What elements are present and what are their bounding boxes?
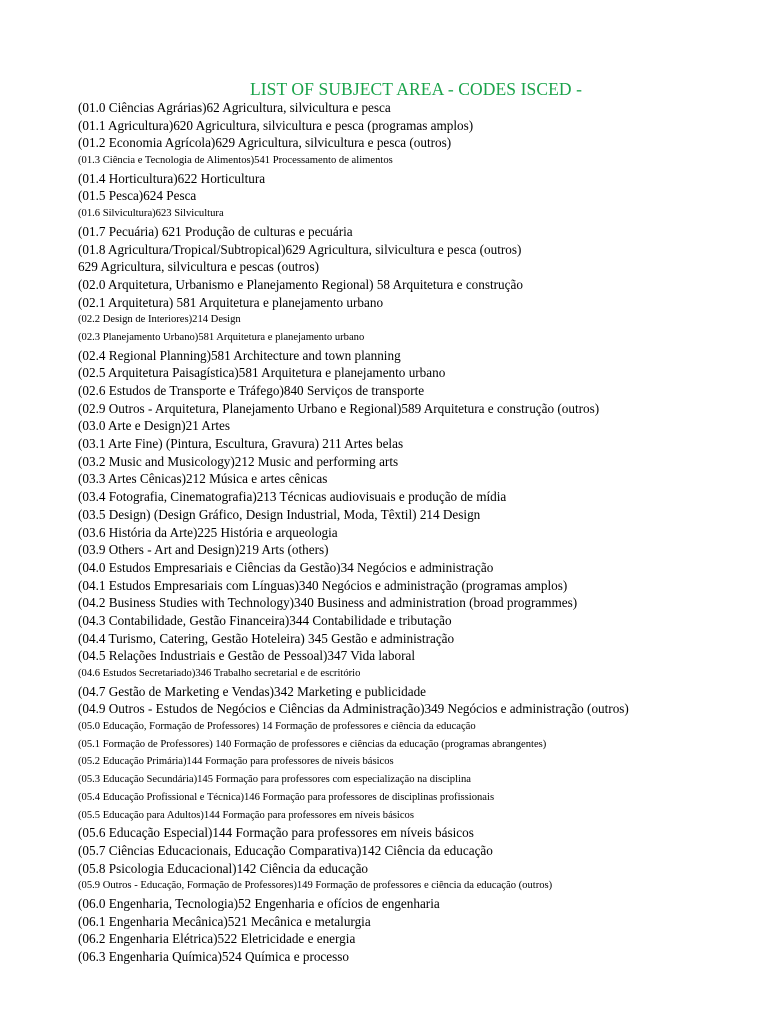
subject-area-entry: (02.9 Outros - Arquitetura, Planejamento Urbano e Regional)589 Arquitetura e construção (outros) [78,400,600,416]
subject-area-entry: (04.2 Business Studies with Technology)340 Business and administration (broad programmes) [78,595,578,611]
subject-area-entry: (03.9 Others - Art and Design)219 Arts (others) [78,542,329,558]
subject-area-entry: (03.2 Music and Musicology)212 Music and performing arts [78,453,399,469]
subject-area-entry: (04.1 Estudos Empresariais com Línguas)340 Negócios e administração (programas amplos) [78,577,568,593]
subject-area-entry: (06.0 Engenharia, Tecnologia)52 Engenharia e ofícios de engenharia [78,895,440,911]
document-title-text: LIST OF SUBJECT AREA - CODES ISCED - [249,79,583,99]
subject-area-entry: (04.3 Contabilidade, Gestão Financeira)344 Contabilidade e tributação [78,612,452,628]
subject-area-entry: (05.1 Formação de Professores) 140 Formação de professores e ciências da educação (programas abrangentes) [78,738,547,750]
subject-area-entry: (01.4 Horticultura)622 Horticultura [78,170,266,186]
subject-area-entry: (06.2 Engenharia Elétrica)522 Eletricidade e energia [78,931,356,947]
document-title [0,78,768,100]
subject-area-entry: (03.5 Design) (Design Gráfico, Design Industrial, Moda, Têxtil) 214 Design [78,506,481,522]
subject-area-entry: (04.6 Estudos Secretariado)346 Trabalho secretarial e de escritório [78,668,361,679]
subject-area-entry: (01.6 Silvicultura)623 Silvicultura [78,208,224,220]
subject-area-entry: (06.1 Engenharia Mecânica)521 Mecânica e metalurgia [78,913,371,929]
subject-area-entry: (02.5 Arquitetura Paisagística)581 Arquitetura e planejamento urbano [78,365,446,381]
subject-area-entry: (06.3 Engenharia Química)524 Química e processo [78,949,349,964]
subject-area-entry: (01.0 Ciências Agrárias)62 Agricultura, silvicultura e pesca [78,100,391,115]
subject-area-entry: (01.8 Agricultura/Tropical/Subtropical)629 Agricultura, silvicultura e pesca (outros) [78,241,522,257]
subject-area-entry: (01.7 Pecuária) 621 Produção de culturas e pecuária [78,223,353,239]
subject-area-entry: (02.2 Design de Interiores)214 Design [78,314,241,326]
subject-area-entry: (02.3 Planejamento Urbano)581 Arquitetura e planejamento urbano [78,331,365,343]
subject-area-entry: (04.4 Turismo, Catering, Gestão Hoteleira) 345 Gestão e administração [78,630,455,646]
subject-area-entry: (01.1 Agricultura)620 Agricultura, silvicultura e pesca (programas amplos) [78,117,474,133]
subject-area-entry: (02.1 Arquitetura) 581 Arquitetura e planejamento urbano [78,294,384,310]
subject-area-entry: (03.4 Fotografia, Cinematografia)213 Técnicas audiovisuais e produção de mídia [78,489,507,505]
subject-area-entry: (05.5 Educação para Adultos)144 Formação para professores em níveis básicos [78,809,414,821]
subject-area-entry: (02.0 Arquitetura, Urbanismo e Planejamento Regional) 58 Arquitetura e construção [78,276,523,292]
subject-area-entry: (03.6 História da Arte)225 História e arqueologia [78,524,338,540]
subject-area-entry: (05.6 Educação Especial)144 Formação para professores em níveis básicos [78,825,474,841]
subject-area-entry: (04.0 Estudos Empresariais e Ciências da Gestão)34 Negócios e administração [78,559,494,575]
subject-area-entry: (01.3 Ciência e Tecnologia de Alimentos)541 Processamento de alimentos [78,155,393,167]
subject-area-entry: (01.2 Economia Agrícola)629 Agricultura, silvicultura e pesca (outros) [78,135,452,151]
subject-area-entry: (05.0 Educação, Formação de Professores) 14 Formação de professores e ciência da educação [78,721,476,733]
subject-area-entry: (05.8 Psicologia Educacional)142 Ciência da educação [78,860,369,876]
subject-area-entry: (02.4 Regional Planning)581 Architecture and town planning [78,347,401,363]
subject-area-entry: (03.3 Artes Cênicas)212 Música e artes cênicas [78,471,328,487]
subject-area-entry: (03.0 Arte e Design)21 Artes [78,418,230,434]
subject-area-entry: (01.5 Pesca)624 Pesca [78,188,197,204]
subject-area-entry: (03.1 Arte Fine) (Pintura, Escultura, Gravura) 211 Artes belas [78,436,404,452]
subject-area-entry: (04.5 Relações Industriais e Gestão de Pessoal)347 Vida laboral [78,648,415,664]
subject-area-list [78,99,758,966]
subject-area-entry: (02.6 Estudos de Transporte e Tráfego)840 Serviços de transporte [78,383,425,398]
subject-area-entry: (05.2 Educação Primária)144 Formação para professores de níveis básicos [78,756,394,768]
subject-area-entry: (04.9 Outros - Estudos de Negócios e Ciências da Administração)349 Negócios e administração (outros) [78,701,629,717]
subject-area-entry: (05.7 Ciências Educacionais, Educação Comparativa)142 Ciência da educação [78,842,493,858]
subject-area-entry: (04.7 Gestão de Marketing e Vendas)342 Marketing e publicidade [78,683,427,699]
subject-area-entry: (05.3 Educação Secundária)145 Formação para professores com especialização na disciplina [78,774,471,786]
subject-area-entry: (05.9 Outros - Educação, Formação de Professores)149 Formação de professores e ciência da educação (outros) [78,880,553,892]
subject-area-entry: (05.4 Educação Profissional e Técnica)146 Formação para professores de disciplinas profissionais [78,791,495,803]
subject-area-entry: 629 Agricultura, silvicultura e pescas (outros) [78,259,319,275]
